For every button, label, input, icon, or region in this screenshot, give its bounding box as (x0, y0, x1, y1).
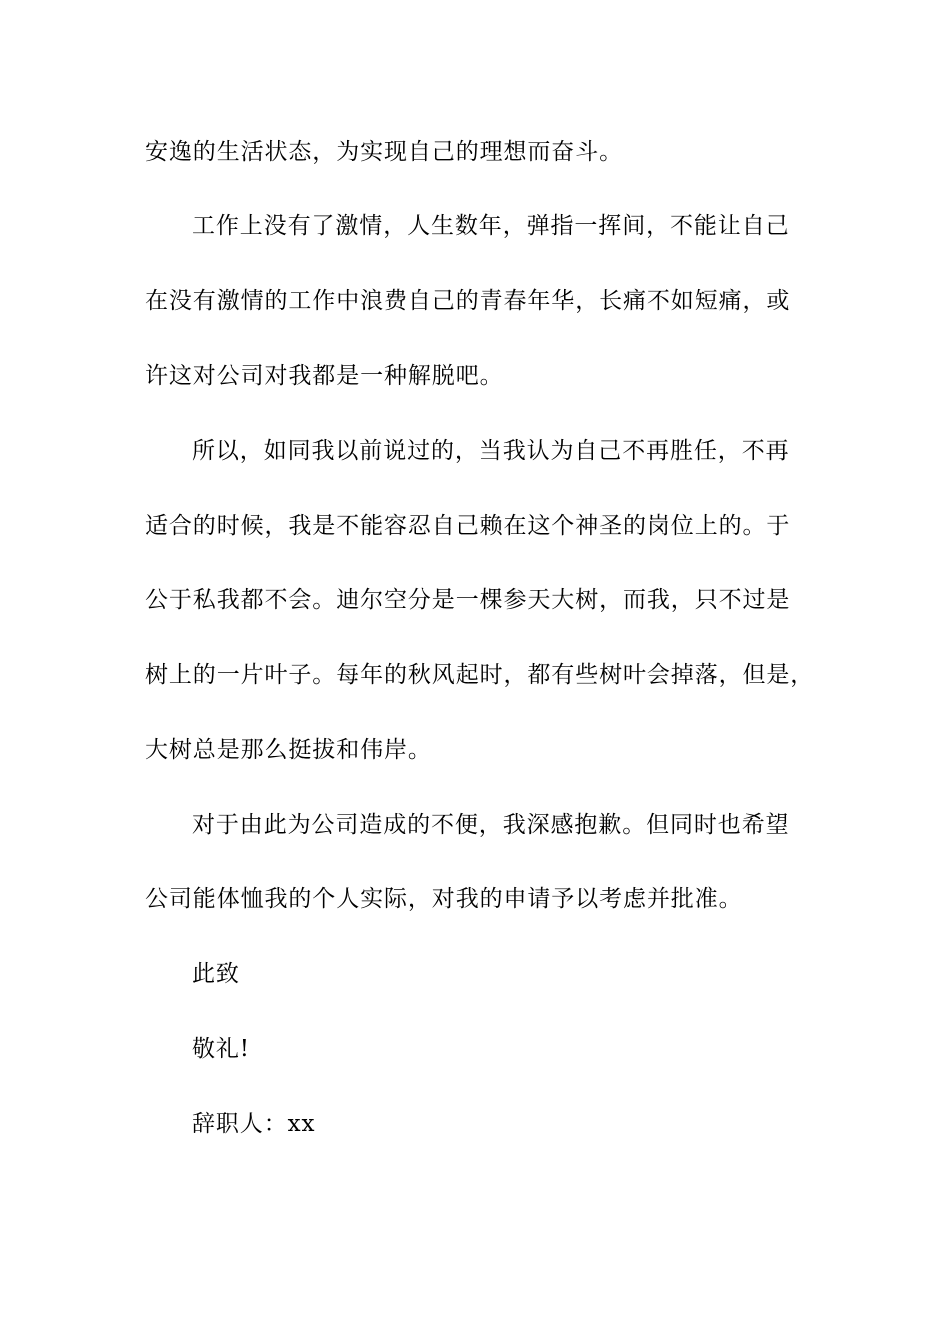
paragraph-line: 对于由此为公司造成的不便，我深感抱歉。但同时也希望 (192, 812, 790, 838)
paragraph-line: 大树总是那么挺拔和伟岸。 (145, 737, 432, 763)
signature-text: 辞职人：xx (192, 1111, 316, 1137)
paragraph-line: 所以，如同我以前说过的，当我认为自己不再胜任，不再 (192, 438, 790, 464)
paragraph-line: 公于私我都不会。迪尔空分是一棵参天大树，而我，只不过是 (145, 587, 791, 613)
paragraph-line: 工作上没有了激情，人生数年，弹指一挥间，不能让自己 (192, 213, 790, 239)
salute-text: 敬礼! (192, 1036, 250, 1062)
paragraph-line: 许这对公司对我都是一种解脱吧。 (145, 363, 504, 389)
paragraph-line: 适合的时候，我是不能容忍自己赖在这个神圣的岗位上的。于 (145, 513, 791, 539)
paragraph-line: 树上的一片叶子。每年的秋风起时，都有些树叶会掉落，但是， (145, 662, 815, 688)
paragraph-line: 在没有激情的工作中浪费自己的青春年华，长痛不如短痛，或 (145, 288, 791, 314)
paragraph-line: 公司能体恤我的个人实际，对我的申请予以考虑并批准。 (145, 886, 743, 912)
paragraph-line: 安逸的生活状态，为实现自己的理想而奋斗。 (145, 139, 623, 165)
closing-text: 此致 (192, 961, 240, 987)
